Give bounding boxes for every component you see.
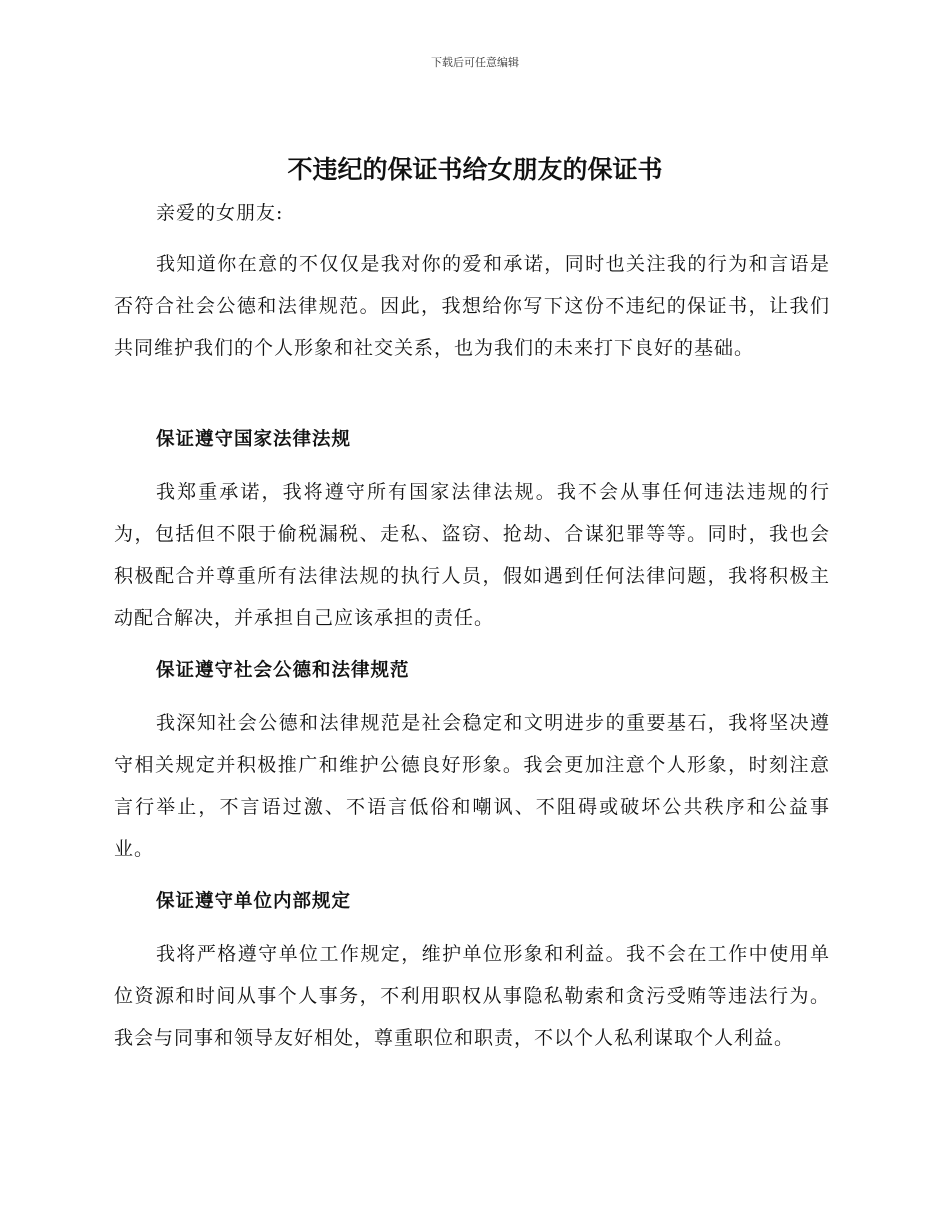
section-body-block-2: [114, 702, 830, 870]
header-note: 下载后可任意编辑: [431, 56, 519, 69]
section-heading-workplace-rules: 保证遵守单位内部规定: [156, 891, 352, 912]
section-body-block-1: [114, 471, 830, 639]
section-body-block-3: [114, 933, 830, 1059]
intro-paragraph: 我知道你在意的不仅仅是我对你的爱和承诺，同时也关注我的行为和言语是否符合社会公德和法律规范。因此，我想给你写下这份不违纪的保证书，让我们共同维护我们的个人形象和社交关系，也为我们的未来打下良好的基础。: [114, 253, 830, 359]
intro-paragraph-block: [114, 243, 830, 369]
section-paragraph-social-morality: 我深知社会公德和法律规范是社会稳定和文明进步的重要基石，我将坚决遵守相关规定并积极推广和维护公德良好形象。我会更加注意个人形象，时刻注意言行举止，不言语过激、不语言低俗和嘲讽、不阻碍或破坏公共秩序和公益事业。: [114, 712, 830, 860]
section-heading-social-morality: 保证遵守社会公德和法律规范: [156, 660, 410, 681]
salutation: 亲爱的女朋友:: [156, 202, 284, 224]
section-heading-national-law: 保证遵守国家法律法规: [156, 429, 352, 450]
section-paragraph-workplace-rules: 我将严格遵守单位工作规定，维护单位形象和利益。我不会在工作中使用单位资源和时间从事个人事务，不利用职权从事隐私勒索和贪污受贿等违法行为。我会与同事和领导友好相处，尊重职位和职责，不以个人私利谋取个人利益。: [114, 943, 830, 1049]
section-paragraph-national-law: 我郑重承诺，我将遵守所有国家法律法规。我不会从事任何违法违规的行为，包括但不限于偷税漏税、走私、盗窃、抢劫、合谋犯罪等等。同时，我也会积极配合并尊重所有法律法规的执行人员，假如遇到任何法律问题，我将积极主动配合解决，并承担自己应该承担的责任。: [114, 481, 830, 629]
document-title: 不违纪的保证书给女朋友的保证书: [287, 155, 663, 184]
